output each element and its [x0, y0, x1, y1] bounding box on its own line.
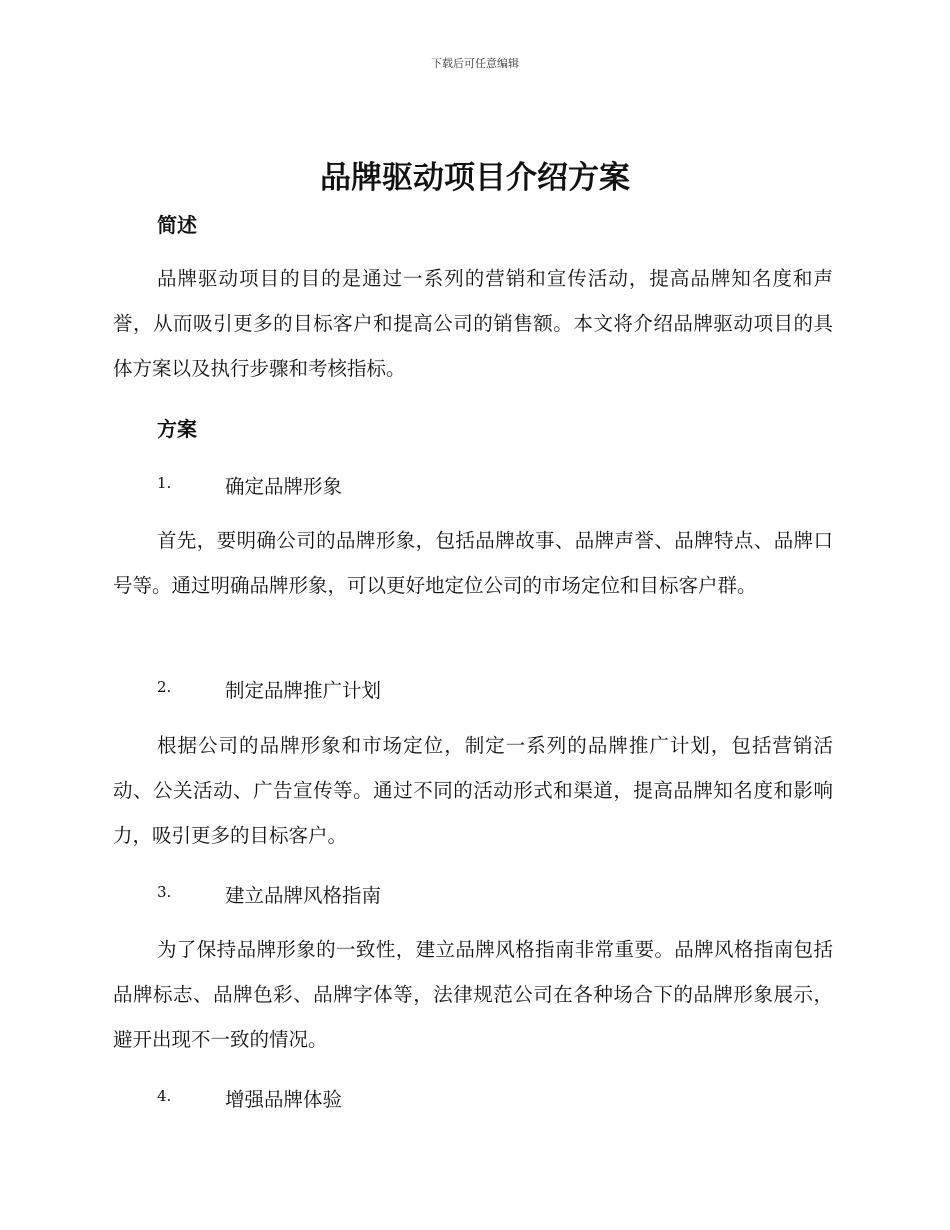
section-heading-summary: 简述 — [157, 213, 197, 237]
section-heading-plan: 方案 — [157, 417, 197, 441]
list-number: 3. — [157, 883, 172, 901]
list-label: 制定品牌推广计划 — [225, 679, 382, 702]
item-2-paragraph: 根据公司的品牌形象和市场定位，制定一系列的品牌推广计划，包括营销活动、公关活动、广告宣传等。通过不同的活动形式和渠道，提高品牌知名度和影响力，吸引更多的目标客户。 — [113, 734, 833, 847]
list-label: 建立品牌风格指南 — [225, 884, 382, 907]
list-label: 确定品牌形象 — [225, 475, 343, 498]
list-label: 增强品牌体验 — [225, 1088, 343, 1111]
list-number: 4. — [157, 1087, 172, 1105]
document-title: 品牌驱动项目介绍方案 — [320, 160, 630, 196]
list-number: 1. — [157, 474, 172, 492]
item-3-paragraph: 为了保持品牌形象的一致性，建立品牌风格指南非常重要。品牌风格指南包括品牌标志、品牌色彩、品牌字体等，法律规范公司在各种场合下的品牌形象展示，避开出现不一致的情况。 — [113, 938, 833, 1051]
list-number: 2. — [157, 678, 172, 696]
item-1-paragraph: 首先，要明确公司的品牌形象，包括品牌故事、品牌声誉、品牌特点、品牌口号等。通过明确品牌形象，可以更好地定位公司的市场定位和目标客户群。 — [113, 529, 833, 597]
page-header-note: 下载后可任意编辑 — [431, 57, 519, 70]
summary-paragraph: 品牌驱动项目的目的是通过一系列的营销和宣传活动，提高品牌知名度和声誉，从而吸引更多的目标客户和提高公司的销售额。本文将介绍品牌驱动项目的具体方案以及执行步骤和考核指标。 — [113, 267, 833, 380]
